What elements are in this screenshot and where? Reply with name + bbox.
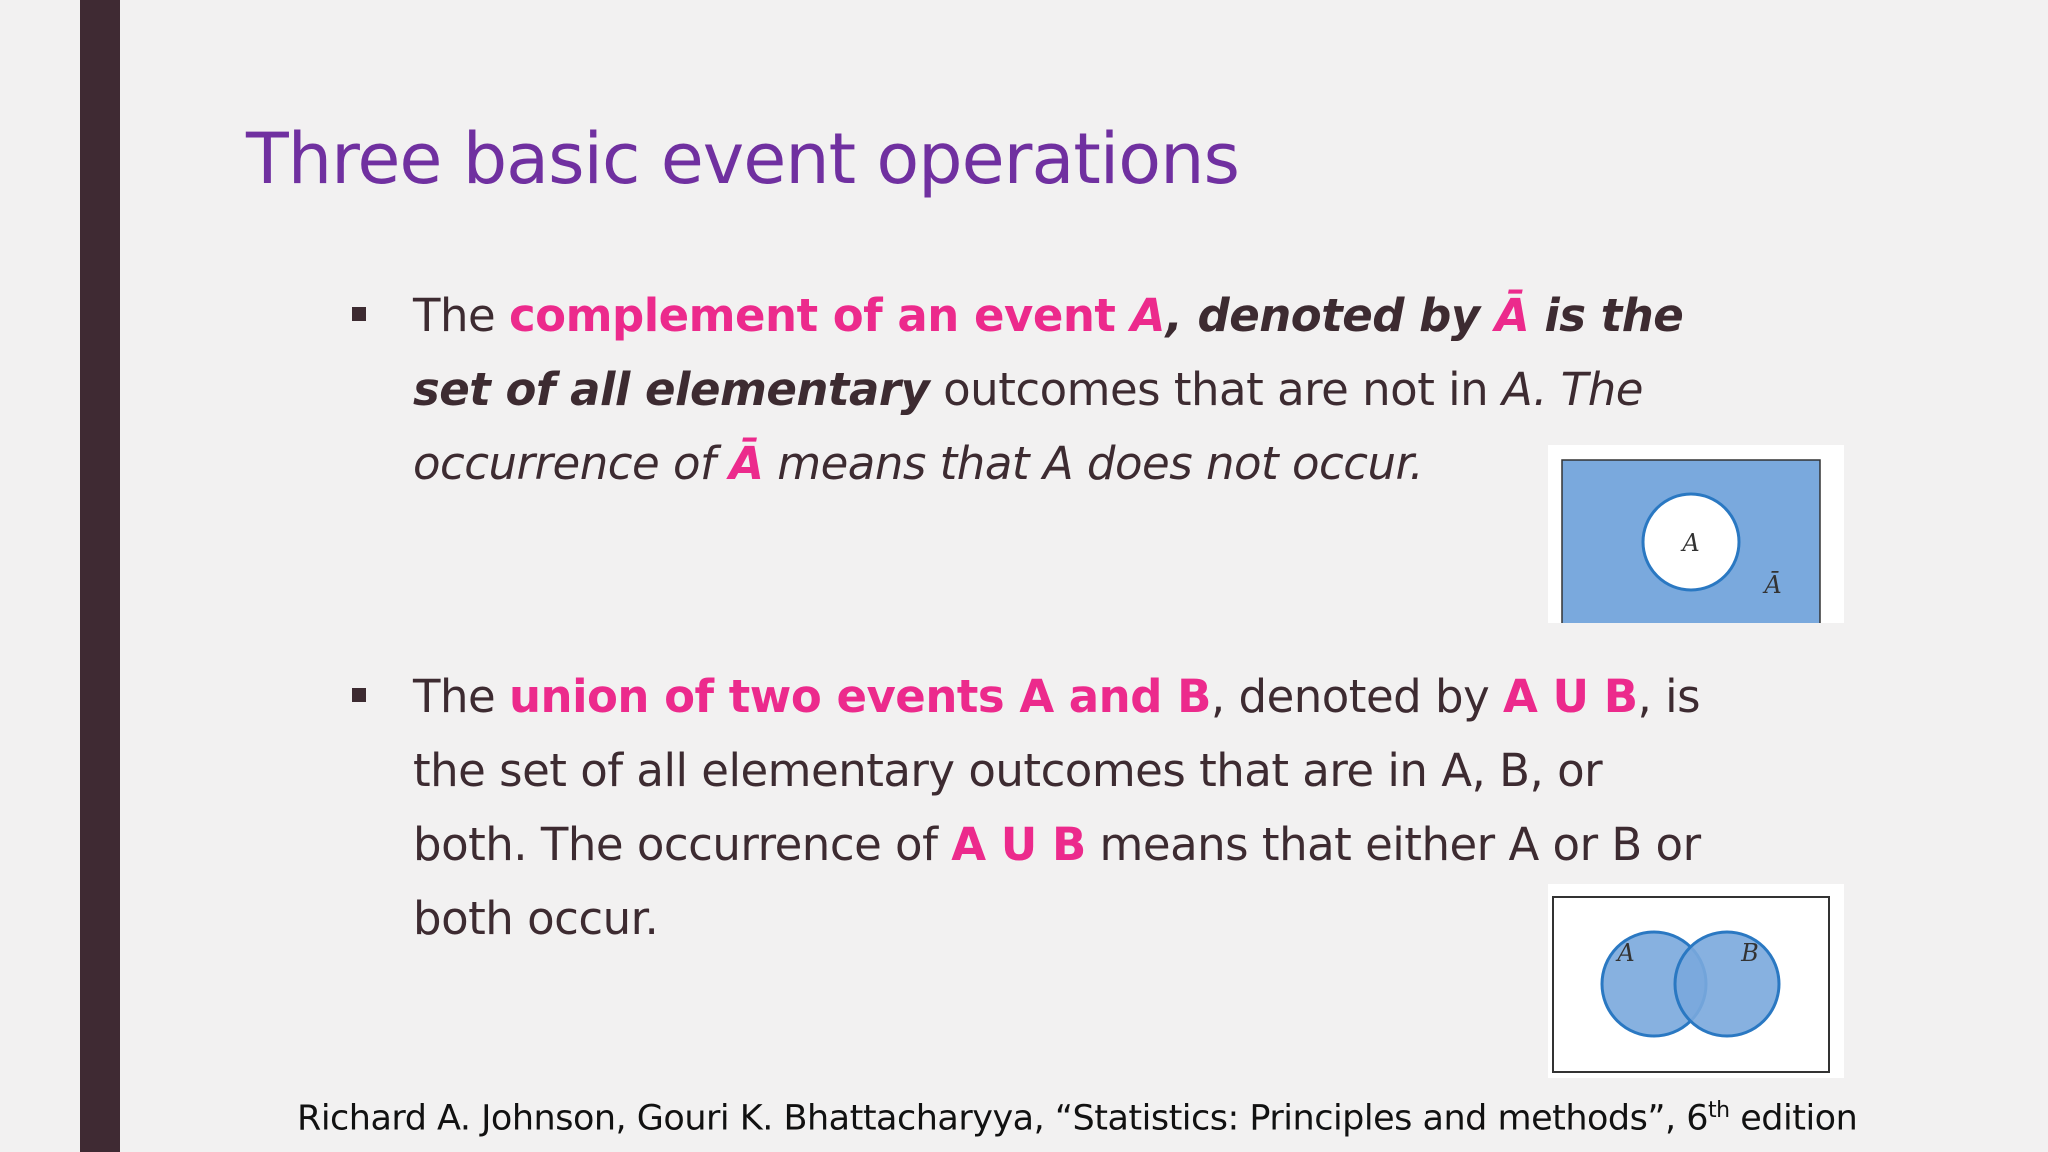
union-label-b: B [1741, 939, 1759, 967]
bullet-text-complement [413, 279, 1723, 501]
text-segment: A U B [951, 818, 1086, 871]
citation-superscript: th [1708, 1098, 1730, 1123]
bullet-marker-1 [352, 307, 366, 321]
slide-title: Three basic event operations [246, 118, 1239, 200]
text-segment: union of two events A and B [509, 670, 1211, 723]
text-segment: The [413, 289, 509, 342]
side-accent-bar [80, 0, 120, 1152]
union-venn-figure [1548, 884, 1844, 1078]
text-segment: outcomes that are not in [929, 363, 1502, 416]
text-segment: complement of an event [509, 289, 1131, 342]
text-segment: Ā [729, 437, 764, 490]
text-segment: , is the set of all elementary outcomes that are in A, B, or both. The occurrence of [413, 670, 1701, 871]
text-segment: means that either A or B or both occur. [413, 818, 1701, 945]
event-b-circle [1675, 932, 1779, 1036]
bullet-text-union [413, 660, 1723, 956]
text-segment: means that A does not occur. [763, 437, 1424, 490]
citation-suffix: edition [1729, 1098, 1858, 1139]
union-label-a: A [1617, 939, 1635, 967]
text-segment: , denoted by [1165, 289, 1495, 342]
text-segment: A U B [1503, 670, 1638, 723]
text-segment: is the set of all elementary [413, 289, 1684, 416]
text-segment: A. The occurrence of [413, 363, 1643, 490]
citation-text: Richard A. Johnson, Gouri K. Bhattacharyya, “Statistics: Principles and methods”, 6 [297, 1098, 1709, 1139]
text-segment: A [1130, 289, 1166, 342]
complement-label: Ā [1764, 571, 1782, 599]
bullet-marker-2 [352, 688, 366, 702]
text-segment: Ā [1494, 289, 1530, 342]
circle-label-a: A [1682, 529, 1700, 557]
complement-venn-figure [1548, 445, 1844, 623]
citation [297, 1098, 1857, 1139]
text-segment: , denoted by [1210, 670, 1503, 723]
text-segment: The [413, 670, 509, 723]
